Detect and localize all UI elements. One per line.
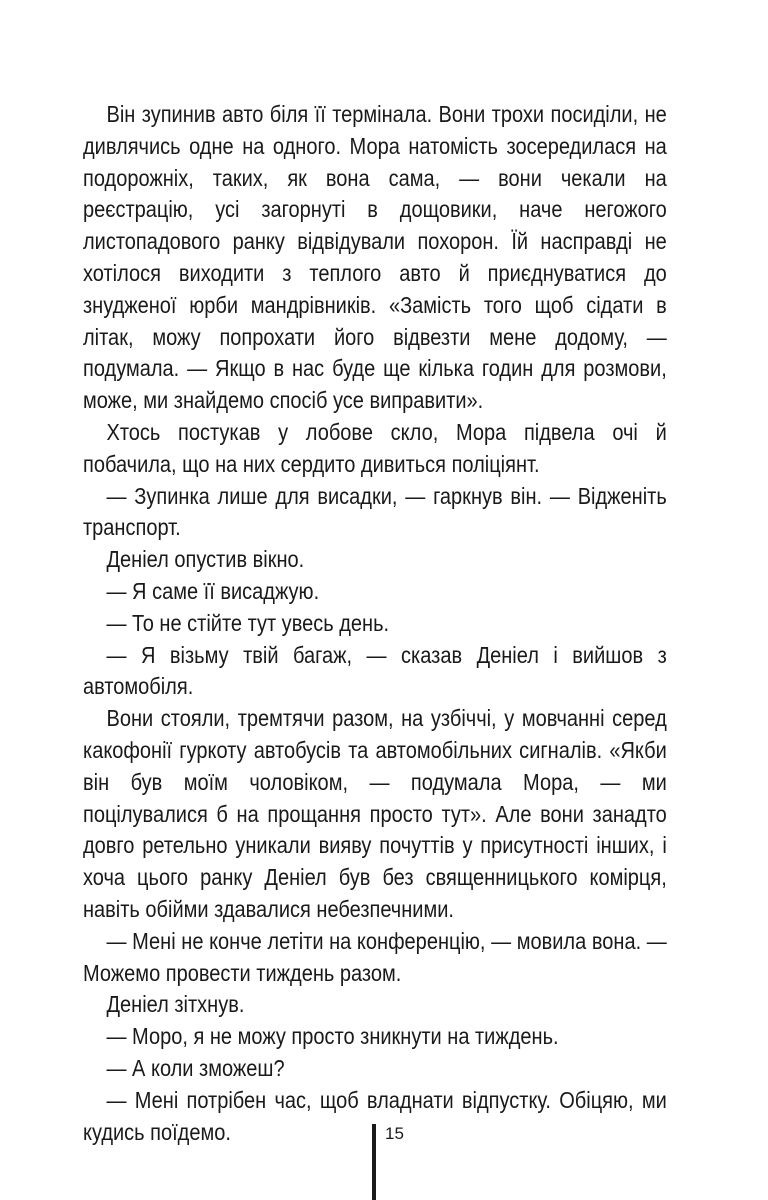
footer-divider: [372, 1124, 376, 1200]
paragraph-3: — Зупинка лише для висадки, — гаркнув він. — Відженіть транспорт.: [83, 482, 667, 541]
paragraph-12: — А коли зможеш?: [106, 1054, 285, 1081]
paragraph-8: Вони стояли, тремтячи разом, на узбіччі, у мовчанні серед какофонії гуркоту автобусів та автомобільних сигналів. «Якби він був моїм чоловіком, — подумала Мора, — ми поцілувалися б на прощання просто тут». Але вони занадто довго ретельно уникали вияву почуттів у присутності інших, і хоча цього ранку Деніел був без священницького комірця, навіть обійми здавалися небезпечними.: [83, 705, 667, 922]
paragraph-9: — Мені не конче летіти на конференцію, — мовила вона. — Можемо провести тиждень разом.: [83, 927, 667, 986]
paragraph-7: — Я візьму твій багаж, — сказав Деніел і вийшов з автомобіля.: [83, 641, 667, 700]
paragraph-6: — То не стійте тут увесь день.: [106, 609, 390, 636]
page-number: 15: [385, 1124, 404, 1143]
paragraph-5: — Я саме її висаджую.: [106, 577, 320, 604]
paragraph-11: — Моро, я не можу просто зникнути на тиждень.: [106, 1023, 559, 1050]
paragraph-2: Хтось постукав у лобове скло, Мора підвела очі й побачила, що на них сердито дивиться поліціянт.: [83, 418, 667, 477]
body-text: [83, 99, 667, 1148]
paragraph-4: Деніел опустив вікно.: [106, 546, 305, 573]
paragraph-13: — Мені потрібен час, щоб владнати відпустку. Обіцяю, ми кудись поїдемо.: [83, 1086, 667, 1145]
paragraph-1: Він зупинив авто біля її термінала. Вони трохи посиділи, не дивлячись одне на одного. Мора натомість зосередилася на подорожніх, таких, як вона сама, — вони чекали на реєстрацію, усі загорнуті в дощовики, наче негожого листопадового ранку відвідували похорон. Їй насправді не хотілося виходити з теплого авто й приєднуватися до знудженої юрби мандрівників. «Замість того щоб сідати в літак, можу попрохати його відвезти мене додому, — подумала. — Якщо в нас буде ще кілька годин для розмови, може, ми знайдемо спосіб усе виправити».: [83, 101, 667, 414]
paragraph-10: Деніел зітхнув.: [106, 991, 245, 1018]
